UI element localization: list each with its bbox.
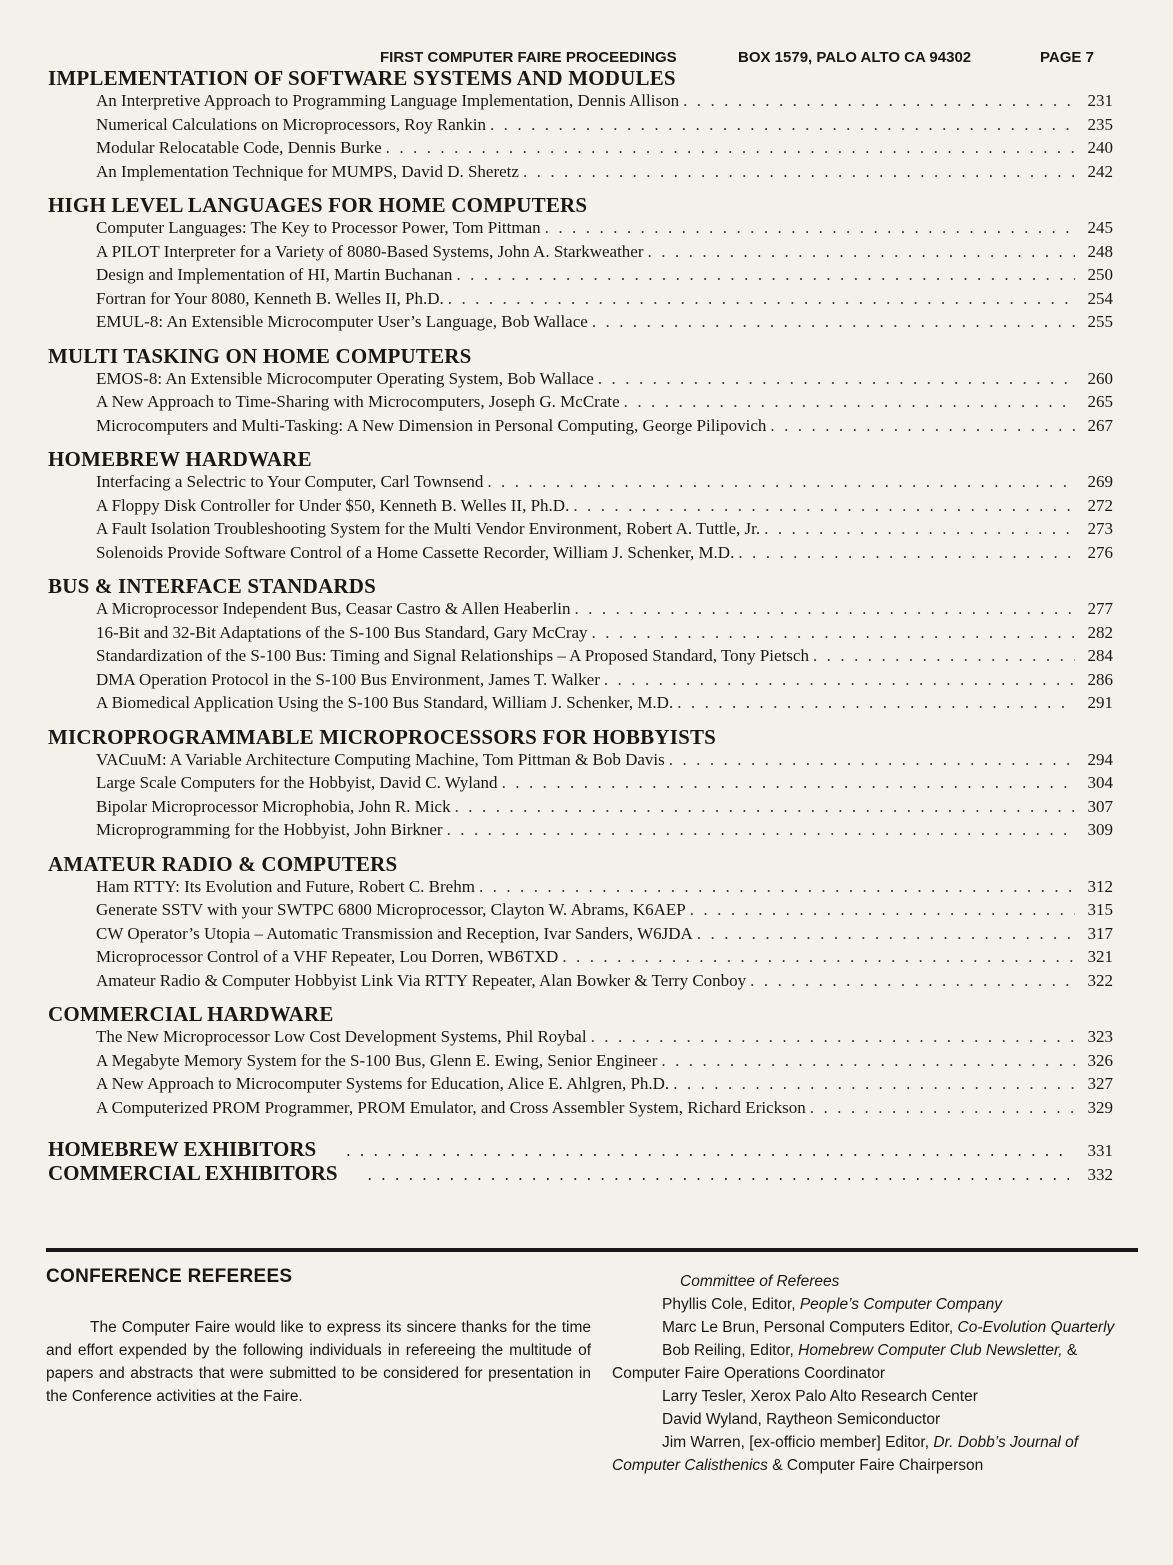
dot-leader: [592, 623, 1075, 643]
toc-entry: [48, 218, 1113, 242]
dot-leader: [455, 797, 1075, 817]
dot-leader: [661, 1051, 1075, 1071]
toc-entry: [48, 265, 1113, 289]
publication-title: FIRST COMPUTER FAIRE PROCEEDINGS: [380, 49, 677, 66]
dot-leader: [386, 138, 1075, 158]
referee-publication: People’s Computer Company: [799, 1296, 1003, 1313]
toc-entry: [48, 820, 1113, 844]
section-title: COMMERCIAL HARDWARE: [48, 1002, 334, 1026]
toc-entry: [48, 138, 1113, 162]
referees-heading: CONFERENCE REFEREES: [46, 1266, 293, 1287]
entry-page: 277: [1087, 599, 1113, 618]
entry-page: 276: [1087, 542, 1113, 562]
entry-title: CW Operator’s Utopia – Automatic Transmission and Reception, Ivar Sanders, W6JDA: [96, 923, 693, 943]
dot-leader: [523, 162, 1075, 182]
entry-page: 260: [1087, 368, 1113, 388]
dot-leader: [574, 599, 1075, 619]
toc-entry: [48, 519, 1113, 543]
entry-page: 326: [1087, 1050, 1113, 1070]
entry-page: 315: [1087, 900, 1113, 919]
referee-entry: Larry Tesler, Xerox Palo Alto Research Center: [662, 1388, 978, 1405]
referee-role: & Computer Faire Chairperson: [767, 1457, 984, 1474]
entry-page: 286: [1087, 669, 1113, 689]
toc-entry: [48, 312, 1113, 336]
dot-leader: [502, 773, 1075, 793]
entry-page: 291: [1087, 693, 1113, 712]
entry-title: A Fault Isolation Troubleshooting System for the Multi Vendor Environment, Robert A. Tuttle, Jr.: [96, 519, 761, 538]
toc-entry: [48, 1074, 1113, 1098]
entry-page: 312: [1087, 876, 1113, 896]
entry-page: 269: [1087, 472, 1113, 491]
entry-title: A Megabyte Memory System for the S-100 Bus, Glenn E. Ewing, Senior Engineer: [96, 1050, 658, 1070]
referee-name: Bob Reiling, Editor,: [662, 1342, 799, 1359]
dot-leader: [545, 218, 1075, 238]
referee-publication: Dr. Dobb’s Journal of Computer Calisthenics: [612, 1434, 1079, 1474]
toc-entry: [48, 1027, 1113, 1051]
entry-title: An Interpretive Approach to Programming Language Implementation, Dennis Allison: [96, 91, 680, 110]
entry-title: Generate SSTV with your SWTPC 6800 Microprocessor, Clayton W. Abrams, K6AEP: [96, 900, 686, 919]
dot-leader: [448, 289, 1075, 309]
committee-of-referees: [612, 1270, 1140, 1477]
toc-entry: [48, 750, 1113, 774]
entry-title: Computer Languages: The Key to Processor Power, Tom Pittman: [96, 218, 541, 237]
entry-page: 254: [1087, 288, 1113, 308]
entry-page: 265: [1087, 392, 1113, 411]
toc-entry: [48, 924, 1113, 948]
entry-title: EMOS-8: An Extensible Microcomputer Operating System, Bob Wallace: [96, 368, 594, 388]
dot-leader: [368, 1165, 1069, 1185]
entry-page: 294: [1087, 749, 1113, 769]
referee-entry: [612, 1293, 1140, 1316]
dot-leader: [591, 1027, 1075, 1047]
section-gap: [48, 994, 1113, 1002]
toc-entry: [48, 1098, 1113, 1122]
entry-page: 321: [1087, 947, 1113, 966]
toc-entry: [48, 242, 1113, 266]
referee-role: & Computer Faire Operations Coordinator: [612, 1342, 1078, 1382]
toc-entry: [48, 877, 1113, 901]
dot-leader: [648, 242, 1075, 262]
toc-entry: [48, 693, 1113, 717]
entry-title: A Computerized PROM Programmer, PROM Emulator, and Cross Assembler System, Richard Erickson: [96, 1097, 806, 1117]
referee-publication: Co-Evolution Quarterly: [957, 1319, 1115, 1336]
entry-title: The New Microprocessor Low Cost Development Systems, Phil Roybal: [96, 1027, 587, 1046]
referee-name: Marc Le Brun, Personal Computers Editor,: [662, 1319, 958, 1336]
referee-name: Phyllis Cole, Editor,: [662, 1296, 800, 1313]
toc-entry: [48, 900, 1113, 924]
entry-title: Microcomputers and Multi-Tasking: A New Dimension in Personal Computing, George Pilipovich: [96, 415, 767, 435]
toc-entry: [48, 599, 1113, 623]
entry-page: 255: [1087, 312, 1113, 331]
entry-page: 304: [1087, 773, 1113, 792]
entry-title: Numerical Calculations on Microprocessors, Roy Rankin: [96, 114, 486, 134]
toc-entry: [48, 543, 1113, 567]
entry-page: 267: [1087, 415, 1113, 435]
entry-page: 317: [1087, 923, 1113, 943]
exhibitor-title: COMMERCIAL EXHIBITORS: [48, 1161, 338, 1185]
entry-title: Amateur Radio & Computer Hobbyist Link Via RTTY Repeater, Alan Bowker & Terry Conboy: [96, 970, 747, 990]
section-title: HOMEBREW HARDWARE: [48, 447, 312, 471]
toc-entry: [48, 797, 1113, 821]
dot-leader: [677, 693, 1075, 713]
toc-entry: [48, 947, 1113, 971]
entry-page: 323: [1087, 1027, 1113, 1046]
toc-entry: [48, 91, 1113, 115]
dot-leader: [573, 496, 1075, 516]
entry-title: A New Approach to Time-Sharing with Microcomputers, Joseph G. McCrate: [96, 392, 620, 411]
dot-leader: [490, 115, 1075, 135]
section-gap: [48, 1129, 1113, 1137]
entry-title: Bipolar Microprocessor Microphobia, John R. Mick: [96, 796, 451, 816]
toc-entry: [48, 472, 1113, 496]
entry-page: 231: [1087, 91, 1113, 110]
toc-entry: [48, 162, 1113, 186]
toc-entry: [48, 971, 1113, 995]
dot-leader: [683, 91, 1075, 111]
referees-thanks-paragraph: The Computer Faire would like to express its sincere thanks for the time and effort expended by the following individuals in refereeing the multitude of papers and abstracts that were submitted to be considered for presentation in the Conference activities at the Faire.: [46, 1319, 591, 1405]
entry-page: 235: [1087, 114, 1113, 134]
entry-title: Standardization of the S-100 Bus: Timing and Signal Relationships – A Proposed Standard, Tony Pietsch: [96, 646, 809, 665]
dot-leader: [673, 1074, 1075, 1094]
dot-leader: [697, 924, 1075, 944]
entry-title: Design and Implementation of HI, Martin Buchanan: [96, 265, 453, 284]
section-title: MULTI TASKING ON HOME COMPUTERS: [48, 343, 472, 368]
entry-page: 309: [1087, 820, 1113, 839]
entry-page: 248: [1087, 241, 1113, 261]
publication-address: BOX 1579, PALO ALTO CA 94302: [738, 49, 972, 66]
toc-entry: [48, 392, 1113, 416]
entry-title: VACuuM: A Variable Architecture Computing Machine, Tom Pittman & Bob Davis: [96, 749, 665, 769]
entry-page: 273: [1087, 519, 1113, 538]
entry-title: A PILOT Interpreter for a Variety of 8080-Based Systems, John A. Starkweather: [96, 241, 644, 261]
section-title: BUS & INTERFACE STANDARDS: [48, 574, 377, 598]
section-title: MICROPROGRAMMABLE MICROPROCESSORS FOR HOBBYISTS: [48, 724, 717, 749]
referee-entry: [612, 1431, 1140, 1477]
dot-leader: [690, 900, 1075, 920]
dot-leader: [604, 670, 1075, 690]
entry-title: A Floppy Disk Controller for Under $50, Kenneth B. Welles II, Ph.D.: [96, 495, 570, 515]
entry-page: 242: [1087, 161, 1113, 181]
section-gap: [48, 1121, 1113, 1129]
section-gap: [48, 717, 1113, 725]
entry-title: EMUL-8: An Extensible Microcomputer User’s Language, Bob Wallace: [96, 312, 588, 331]
section-title: HIGH LEVEL LANGUAGES FOR HOME COMPUTERS: [48, 193, 588, 217]
section-title: AMATEUR RADIO & COMPUTERS: [48, 851, 398, 876]
dot-leader: [624, 392, 1075, 412]
entry-title: Ham RTTY: Its Evolution and Future, Robert C. Brehm: [96, 876, 475, 896]
referee-entry: David Wyland, Raytheon Semiconductor: [662, 1411, 941, 1428]
dot-leader: [813, 646, 1075, 666]
dot-leader: [346, 1141, 1069, 1161]
section-gap: [48, 336, 1113, 344]
section-title: IMPLEMENTATION OF SOFTWARE SYSTEMS AND MODULES: [48, 66, 676, 90]
entry-page: 272: [1087, 495, 1113, 515]
dot-leader: [447, 820, 1075, 840]
referee-publication: Homebrew Computer Club Newsletter,: [798, 1342, 1063, 1359]
entry-page: 327: [1087, 1074, 1113, 1093]
entry-title: An Implementation Technique for MUMPS, David D. Sheretz: [96, 161, 519, 181]
entry-page: 240: [1087, 138, 1113, 157]
dot-leader: [770, 416, 1075, 436]
entry-title: A Microprocessor Independent Bus, Ceasar Castro & Allen Heaberlin: [96, 599, 571, 618]
toc-entry: [48, 369, 1113, 393]
entry-title: Microprogramming for the Hobbyist, John Birkner: [96, 820, 443, 839]
dot-leader: [456, 265, 1075, 285]
entry-page: 245: [1087, 218, 1113, 237]
toc-entry: [48, 670, 1113, 694]
committee-title: Committee of Referees: [680, 1273, 840, 1290]
section-gap: [48, 566, 1113, 574]
entry-page: 250: [1087, 265, 1113, 284]
section-gap: [48, 844, 1113, 852]
referee-name: Jim Warren, [ex-officio member] Editor,: [662, 1434, 934, 1451]
toc-entry: [48, 646, 1113, 670]
exhibitor-entry: [48, 1161, 1113, 1185]
dot-leader: [764, 519, 1075, 539]
page-number: PAGE 7: [1040, 49, 1094, 66]
entry-title: Solenoids Provide Software Control of a Home Cassette Recorder, William J. Schenker, M.D.: [96, 542, 735, 562]
toc-entry: [48, 623, 1113, 647]
entry-page: 284: [1087, 646, 1113, 665]
entry-page: 307: [1087, 796, 1113, 816]
entry-title: Large Scale Computers for the Hobbyist, David C. Wyland: [96, 773, 498, 792]
entry-page: 322: [1087, 970, 1113, 990]
toc-entry: [48, 416, 1113, 440]
toc-entry: [48, 773, 1113, 797]
exhibitor-entry: [48, 1137, 1113, 1161]
entry-title: Fortran for Your 8080, Kenneth B. Welles II, Ph.D.: [96, 288, 444, 308]
section-gap: [48, 439, 1113, 447]
table-of-contents: [48, 66, 1113, 1185]
entry-title: Modular Relocatable Code, Dennis Burke: [96, 138, 382, 157]
toc-entry: [48, 289, 1113, 313]
section-gap: [48, 185, 1113, 193]
toc-entry: [48, 115, 1113, 139]
entry-page: 329: [1087, 1097, 1113, 1117]
dot-leader: [738, 543, 1075, 563]
dot-leader: [487, 472, 1075, 492]
exhibitor-page: 332: [1087, 1165, 1113, 1184]
toc-entry: [48, 1051, 1113, 1075]
dot-leader: [562, 947, 1075, 967]
referee-entry: [612, 1339, 1140, 1385]
entry-title: Interfacing a Selectric to Your Computer, Carl Townsend: [96, 472, 484, 491]
dot-leader: [810, 1098, 1075, 1118]
entry-title: Microprocessor Control of a VHF Repeater, Lou Dorren, WB6TXD: [96, 947, 559, 966]
dot-leader: [598, 369, 1075, 389]
section-divider: [46, 1248, 1138, 1252]
exhibitor-title: HOMEBREW EXHIBITORS: [48, 1137, 317, 1161]
dot-leader: [479, 877, 1075, 897]
dot-leader: [750, 971, 1075, 991]
dot-leader: [669, 750, 1075, 770]
dot-leader: [592, 312, 1075, 332]
exhibitor-page: 331: [1087, 1141, 1113, 1160]
entry-title: A New Approach to Microcomputer Systems for Education, Alice E. Ahlgren, Ph.D.: [96, 1074, 670, 1093]
entry-title: A Biomedical Application Using the S-100 Bus Standard, William J. Schenker, M.D.: [96, 693, 674, 712]
entry-title: 16-Bit and 32-Bit Adaptations of the S-100 Bus Standard, Gary McCray: [96, 622, 588, 642]
entry-page: 282: [1087, 622, 1113, 642]
referee-entry: [612, 1316, 1140, 1339]
entry-title: DMA Operation Protocol in the S-100 Bus Environment, James T. Walker: [96, 669, 600, 689]
toc-entry: [48, 496, 1113, 520]
